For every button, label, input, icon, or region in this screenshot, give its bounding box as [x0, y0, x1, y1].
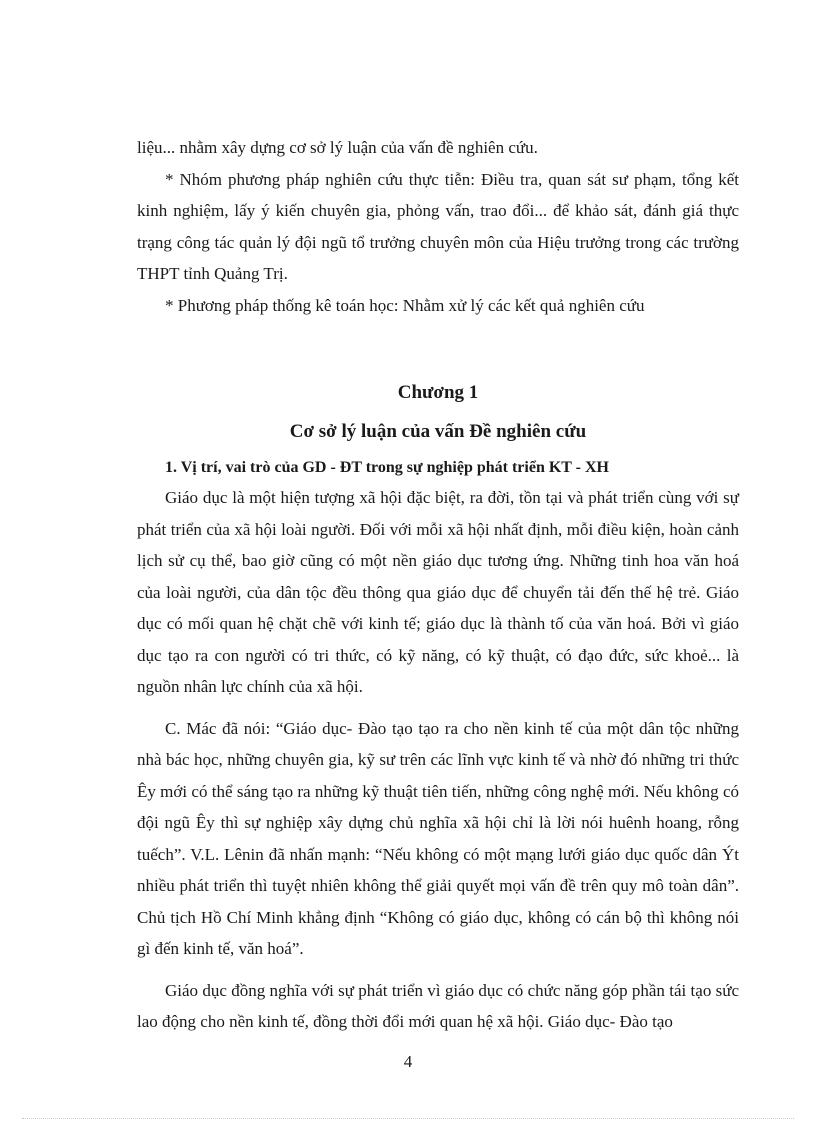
page-number: 4: [403, 1052, 413, 1071]
method-stats-paragraph: * Phương pháp thống kê toán học: Nhằm xử lý các kết quả nghiên cứu: [165, 295, 645, 315]
chapter-title: Cơ sở lý luận của vấn Đề nghiên cứu: [289, 421, 587, 442]
section-heading: 1. Vị trí, vai trò của GD - ĐT trong sự nghiệp phát triển KT - XH: [165, 459, 609, 476]
body-paragraph: C. Mác đã nói: “Giáo dục- Đào tạo tạo ra cho nền kinh tế của một dân tộc những nhà bác học, những chuyên gia, kỹ sư trên các lĩnh vực kinh tế và nhờ đó những tri thức Êy mới có thể sáng tạo ra những kỹ thuật tiên tiến, những công nghệ mới. Nếu không có đội ngũ Êy thì sự nghiệp xây dựng chủ nghĩa xã hội chỉ là lời nói huênh hoang, rỗng tuếch”. V.L. Lênin đã nhấn mạnh: “Nếu không có một mạng lưới giáo dục quốc dân Ýt nhiều phát triển thì tuyệt nhiên không thể giải quyết mọi vấn đề trên quy mô toàn dân”. Chủ tịch Hồ Chí Minh khẳng định “Không có giáo dục, không có cán bộ thì không nói gì đến kinh tế, văn hoá”.: [137, 718, 739, 958]
body-paragraph: Giáo dục đồng nghĩa với sự phát triển vì giáo dục có chức năng góp phần tái tạo sức lao động cho nền kinh tế, đồng thời đổi mới quan hệ xã hội. Giáo dục- Đào tạo: [137, 980, 739, 1031]
method-practice-paragraph: * Nhóm phương pháp nghiên cứu thực tiễn: Điều tra, quan sát sư phạm, tổng kết kinh nghiệm, lấy ý kiến chuyên gia, phỏng vấn, trao đổi... để khảo sát, đánh giá thực trạng công tác quản lý đội ngũ tổ trưởng chuyên môn của Hiệu trưởng trong các trường THPT tỉnh Quảng Trị.: [137, 169, 739, 283]
intro-line: liệu... nhằm xây dựng cơ sở lý luận của vấn đề nghiên cứu.: [137, 138, 538, 157]
chapter-number: Chương 1: [397, 382, 479, 403]
page-body: [137, 132, 739, 1038]
body-paragraph: Giáo dục là một hiện tượng xã hội đặc biệt, ra đời, tồn tại và phát triển cùng với sự phát triển của xã hội loài người. Đối với mỗi xã hội nhất định, mỗi điều kiện, hoàn cảnh lịch sử cụ thể, bao giờ cũng có một nền giáo dục tương ứng. Những tinh hoa văn hoá của loài người, của dân tộc đều thông qua giáo dục để chuyển tải đến thế hệ trẻ. Giáo dục có mối quan hệ chặt chẽ với kinh tế; giáo dục là thành tố của văn hoá. Bởi vì giáo dục tạo ra con người có tri thức, có kỹ năng, có kỹ thuật, có đạo đức, sức khoẻ... là nguồn nhân lực chính của xã hội.: [137, 488, 739, 696]
page-bottom-divider: [22, 1118, 794, 1119]
